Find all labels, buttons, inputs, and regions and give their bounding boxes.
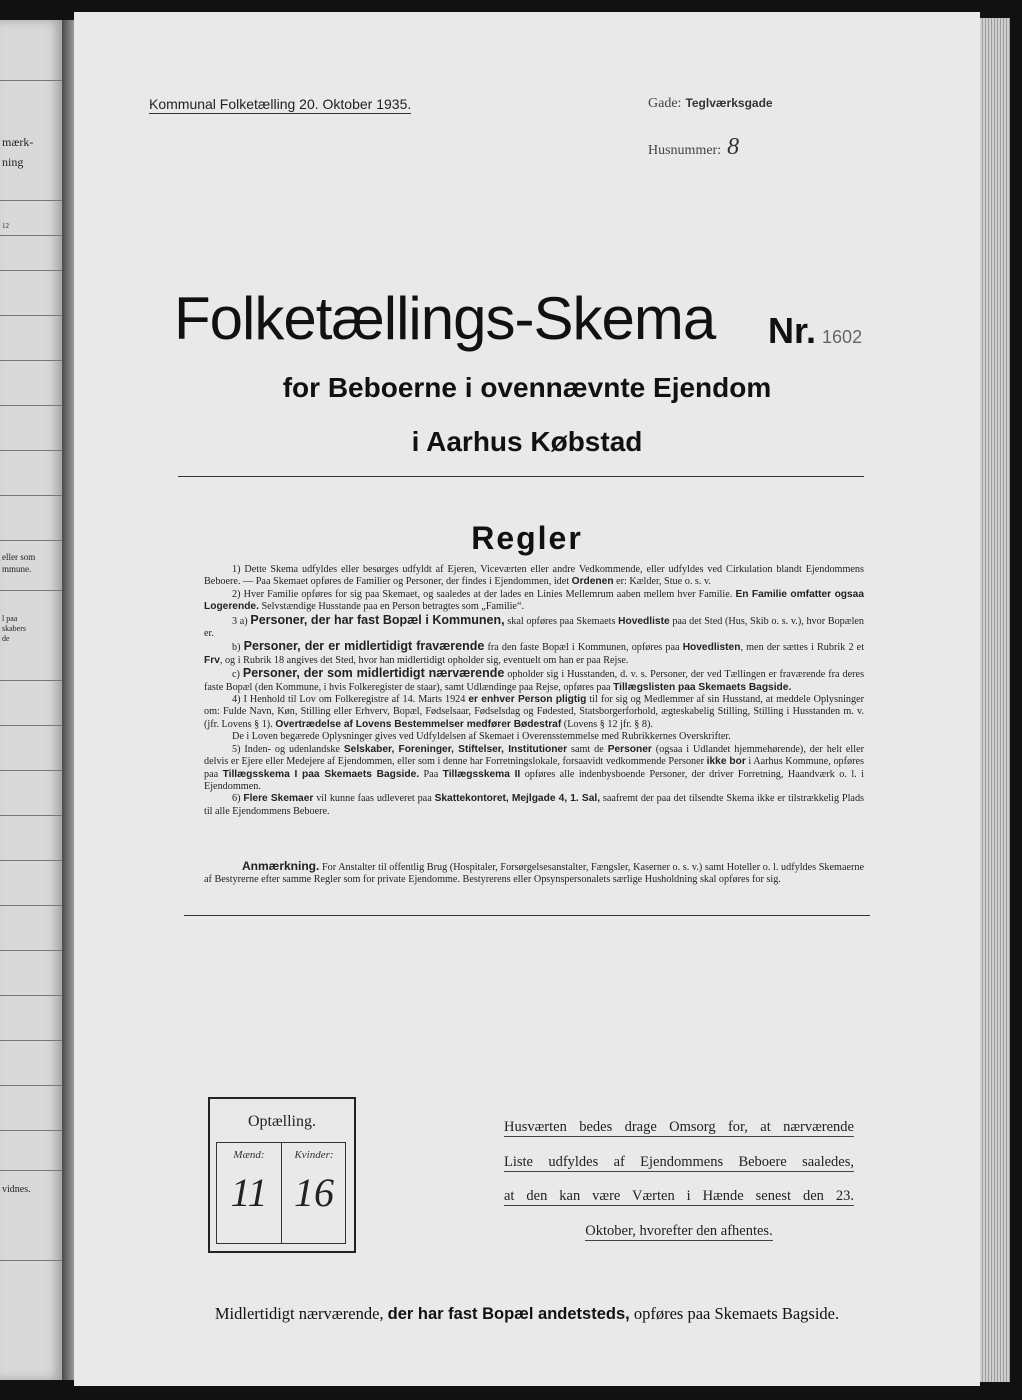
ledger-rule bbox=[0, 860, 62, 861]
left-fragment: 12 bbox=[2, 222, 9, 230]
ledger-rule bbox=[0, 540, 62, 541]
count-table bbox=[216, 1142, 346, 1244]
left-fragment: ning bbox=[2, 155, 24, 169]
men-column bbox=[217, 1143, 281, 1243]
ledger-rule bbox=[0, 1170, 62, 1171]
men-label: Mænd: bbox=[233, 1149, 265, 1161]
ledger-rule bbox=[0, 1040, 62, 1041]
book-spine bbox=[62, 20, 74, 1380]
street-label: Gade: bbox=[648, 96, 682, 111]
notice-line: Oktober, hvorefter den afhentes. bbox=[585, 1222, 773, 1239]
notice-line: at den kan være Værten i Hænde senest den 23. bbox=[504, 1188, 854, 1204]
ledger-rule bbox=[0, 270, 62, 271]
ledger-rule bbox=[0, 360, 62, 361]
ledger-rule bbox=[0, 815, 62, 816]
rule-1: 1) Dette Skema udfyldes eller besørges udfyldt af Ejeren, Viceværten eller andre Vedkommende, eller udfyldes ved Cirkulation blandt Ejendommens Beboere. — Paa Skemaet opføres de Familier og Personer, der findes i Ejendommen, idet Ordenen er: Kælder, Stue o. s. v. bbox=[204, 564, 864, 588]
remark bbox=[204, 860, 864, 887]
census-form-page bbox=[74, 12, 980, 1386]
ledger-rule bbox=[0, 725, 62, 726]
form-location: i Aarhus Købstad bbox=[411, 426, 643, 457]
landlord-notice bbox=[504, 1110, 854, 1248]
left-facing-page bbox=[0, 20, 62, 1380]
rule-2: 2) Hver Familie opføres for sig paa Skemaet, og saaledes at der lades en Linies Mellemrum aaben mellem hver Familie. En Familie omfatter ogsaa Logerende. Selvstændige Husstande paa en Person betragtes som „Familie“. bbox=[204, 588, 865, 613]
ledger-rule bbox=[0, 495, 62, 496]
rule-3b: b) Personer, der er midlertidigt fraværende fra den faste Bopæl i Kommunen, opføres paa Hovedlisten, men der sættes i Rubrik 2 et Frv, og i Rubrik 18 angives det Sted, hvor han midlertidigt opholder sig, eventuelt om han er paa Rejse. bbox=[204, 639, 865, 666]
ledger-rule bbox=[0, 770, 62, 771]
women-count: 16 bbox=[294, 1170, 334, 1215]
rules-heading: Regler bbox=[471, 520, 583, 556]
left-fragment: eller som bbox=[2, 552, 36, 562]
remark-text: For Anstalter til offentlig Brug (Hospitaler, Forsørgelsesanstalter, Fængsler, Kaserner o. s. v.) samt Hoteller o. l. udfyldes Skemaerne af Bestyrerne efter samme Regler som for private Ejendomme. Bestyrerens eller Opsynspersonalets særlige Husholdning skal opføres for sig. bbox=[204, 862, 865, 886]
women-label: Kvinder: bbox=[294, 1149, 334, 1161]
form-title: Folketællings-Skema bbox=[174, 285, 716, 352]
footer-note: Midlertidigt nærværende, der har fast Bopæl andetsteds, opføres paa Skemaets Bagside. bbox=[214, 1304, 840, 1323]
ledger-rule bbox=[0, 590, 62, 591]
ledger-rule bbox=[0, 235, 62, 236]
rule-5: 5) Inden- og udenlandske Selskaber, Foreninger, Stiftelser, Institutioner samt de Personer (ogsaa i Udlandet hjemmehørende), der helt eller delvis er Ejere eller Medejere af Ejendommen, eller som i denne har Forretningslokale, forsaavidt vedkommende Personer ikke bor i Aarhus Kommune, opføres paa Tillægsskema I paa Skemaets Bagside. Paa Tillægsskema II opføres alle indenbysboende Personer, der driver Forretning, Haandværk o. l. i Ejendommen. bbox=[204, 743, 865, 792]
rule-3a: 3 a) Personer, der har fast Bopæl i Kommunen, skal opføres paa Skemaets Hovedliste paa det Sted (Hus, Skib o. s. v.), hvor Bopælen er. bbox=[204, 612, 865, 640]
ledger-rule bbox=[0, 80, 62, 81]
house-number-label: Husnummer: bbox=[648, 143, 722, 158]
left-fragment: skabers bbox=[2, 624, 26, 633]
notice-line: Liste udfyldes af Ejendommens Beboere saaledes, bbox=[504, 1153, 854, 1170]
ledger-rule bbox=[0, 995, 62, 996]
ledger-rule bbox=[0, 1260, 62, 1261]
form-number-value: 1602 bbox=[822, 327, 863, 347]
census-header: Kommunal Folketælling 20. Oktober 1935. bbox=[149, 96, 412, 112]
men-count: 11 bbox=[230, 1170, 268, 1215]
left-fragment: mærk- bbox=[2, 135, 34, 149]
notice-line: Husværten bedes drage Omsorg for, at nærværende bbox=[504, 1119, 854, 1135]
form-number bbox=[768, 310, 862, 352]
count-title: Optælling. bbox=[247, 1113, 316, 1130]
form-subtitle: for Beboerne i ovennævnte Ejendom bbox=[282, 372, 772, 403]
left-fragment: l paa bbox=[2, 614, 18, 623]
left-fragment: mmune. bbox=[2, 564, 32, 574]
house-number-field bbox=[648, 134, 739, 161]
ledger-rule bbox=[0, 1130, 62, 1131]
ledger-rule bbox=[0, 950, 62, 951]
rules-text bbox=[204, 564, 864, 818]
rule-6: 6) Flere Skemaer vil kunne faas udleveret paa Skattekontoret, Mejlgade 4, 1. Sal, saafremt der paa det tilsendte Skema ikke er tilstrækkelig Plads til alle Ejendommens Beboere. bbox=[204, 793, 864, 817]
count-box bbox=[208, 1097, 356, 1253]
divider-line bbox=[178, 476, 864, 477]
ledger-rule bbox=[0, 450, 62, 451]
ledger-rule bbox=[0, 1085, 62, 1086]
remark-lead: Anmærkning. bbox=[242, 859, 320, 873]
rule-4b: De i Loven begærede Oplysninger gives ved Udfyldelsen af Skemaet i Overensstemmelse med Rubrikkernes Overskrifter. bbox=[232, 731, 731, 743]
left-fragment: vidnes. bbox=[2, 1184, 31, 1195]
ledger-rule bbox=[0, 405, 62, 406]
rule-3c: c) Personer, der som midlertidigt nærværende opholder sig i Husstanden, d. v. s. Personer, der ved Tællingen er fraværende fra deres faste Bopæl (den Kommune, i hvis Folkeregister de staar), samt Udlændinge paa Rejse, opføres paa Tillægslisten paa Skemaets Bagside. bbox=[204, 666, 865, 693]
ledger-rule bbox=[0, 315, 62, 316]
stacked-page-edges bbox=[980, 18, 1010, 1382]
women-column bbox=[281, 1143, 346, 1243]
divider-line bbox=[184, 915, 870, 916]
street-value: Teglværksgade bbox=[685, 96, 773, 110]
street-field bbox=[648, 96, 773, 112]
rule-4: 4) I Henhold til Lov om Folkeregistre af 14. Marts 1924 er enhver Person pligtig til for sig og Medlemmer af sin Husstand, at meddele Oplysninger om: Fulde Navn, Køn, Stilling eller Erhverv, Bopæl, Fødselsaar, Fødselsdag og Fødested, Statsborgerforhold, ægteskabelig Stilling, Stilling i Husstanden m. v. (jfr. Lovens § 1). Overtrædelse af Lovens Bestemmelser medfører Bødestraf (Lovens § 12 jfr. § 8). bbox=[204, 694, 865, 730]
left-fragment: de bbox=[2, 634, 10, 643]
house-number-value: 8 bbox=[727, 134, 740, 160]
form-number-label: Nr. bbox=[768, 310, 817, 351]
ledger-rule bbox=[0, 200, 62, 201]
ledger-rule bbox=[0, 905, 62, 906]
ledger-rule bbox=[0, 680, 62, 681]
